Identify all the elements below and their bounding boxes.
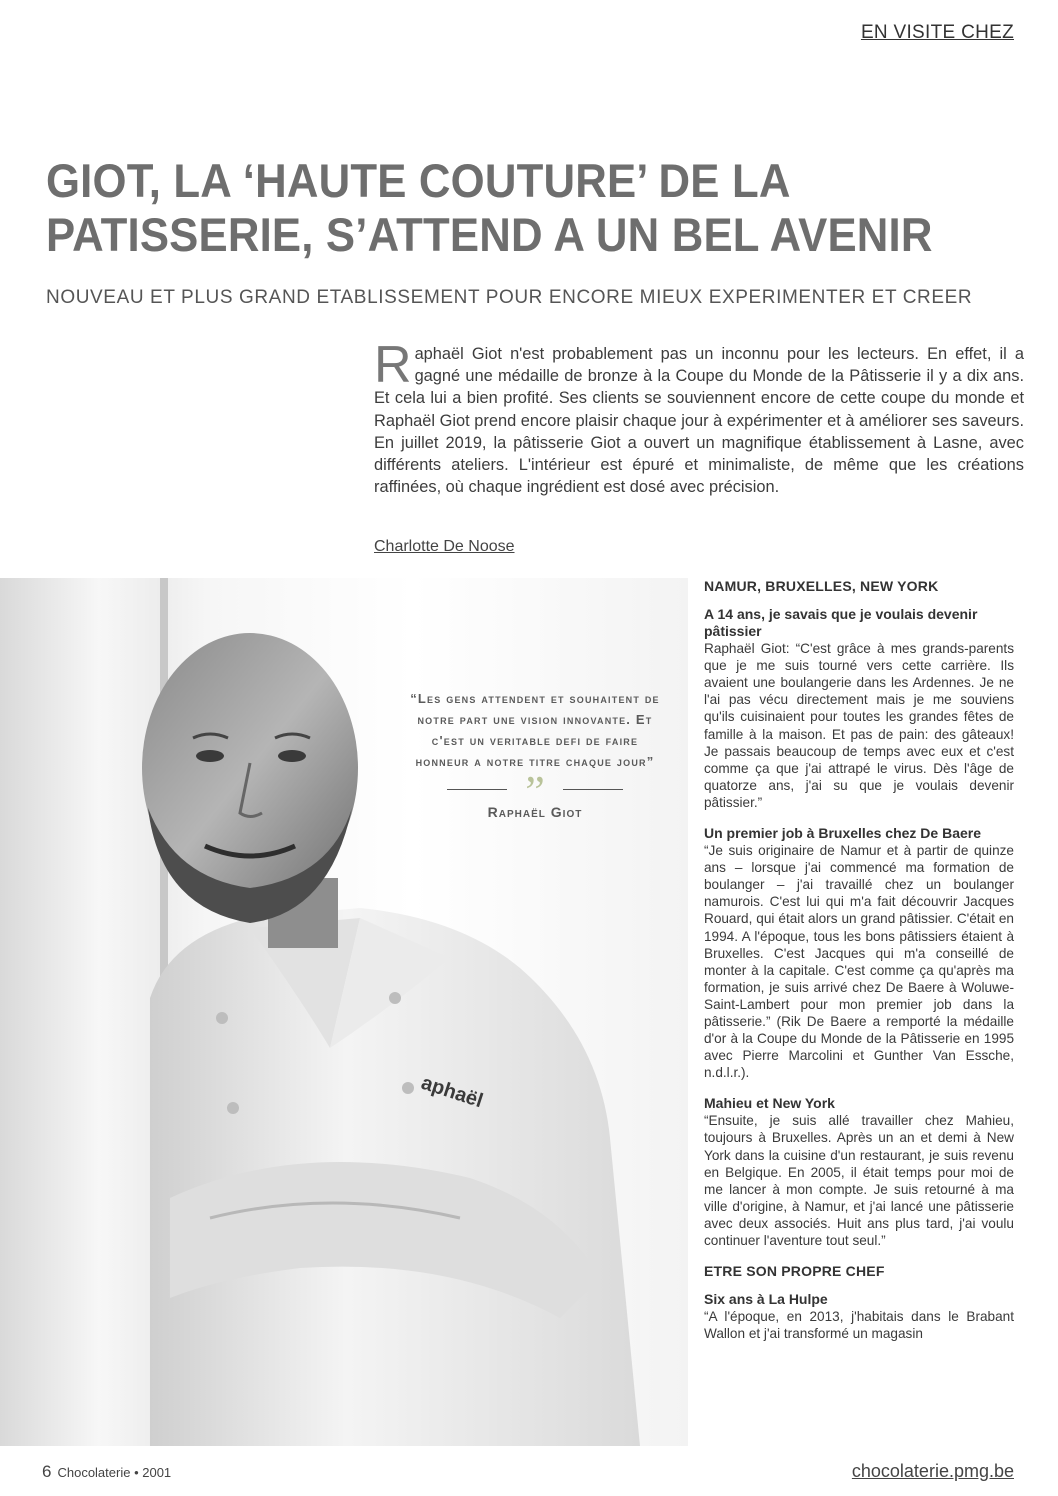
jacket-button — [402, 1082, 414, 1094]
quote-mark-icon: ” — [525, 767, 545, 816]
article-subtitle: NOUVEAU ET PLUS GRAND ETABLISSEMENT POUR ENCORE MIEUX EXPERIMENTER ET CREER — [46, 287, 973, 308]
paragraph: Raphaël Giot: “C'est grâce à mes grands-parents que je me suis tourné vers cette carrière. Ils avaient une boulangerie dans les Ardennes. Je ne l'ai pas vécu directement mais je me souviens qu'ils cuisinaient pour toutes les grandes fêtes de famille à la maison. Et pas de pain: des gâteaux! Je passais beaucoup de temps avec eux et c'est comme ça que j'ai attrapé le virus. Dès l'âge de quatorze ans, j'ai su que je voulais devenir pâtissier.” — [704, 641, 1014, 810]
subheading: Mahieu et New York — [704, 1095, 835, 1112]
magazine-issue: Chocolaterie • 2001 — [57, 1465, 172, 1480]
intro-text: aphaël Giot n'est probablement pas un inconnu pour les lecteurs. En effet, il a gagné une médaille de bronze à la Coupe du Monde de la Pâtisserie il y a dix ans. Et cela lui a bien profité. Ses clients se souviennent encore de cette coupe du monde et Raphaël Giot prend encore plaisir chaque jour à expérimenter et à améliorer ses saveurs. En juillet 2019, la pâtisserie Giot a ouvert un magnifique établissement à Lasne, avec différents ateliers. L'intérieur est épuré et minimaliste, de même que les créations raffinées, où chaque ingrédient est dosé avec précision. — [374, 345, 1024, 497]
jacket-button — [216, 1012, 228, 1024]
subheading: A 14 ans, je savais que je voulais devenir pâtissier — [704, 606, 978, 640]
article-intro — [374, 336, 1024, 498]
article-column — [704, 578, 1014, 1356]
website-link[interactable]: chocolaterie.pmg.be — [851, 1461, 1014, 1481]
title-line-1: GIOT, LA ‘HAUTE COUTURE’ DE LA — [46, 154, 791, 207]
section-heading: ETRE SON PROPRE CHEF — [704, 1263, 885, 1280]
jacket-button — [389, 992, 401, 1004]
chef-eye-right — [278, 750, 306, 762]
title-line-2: PATISSERIE, S’ATTEND A UN BEL AVENIR — [46, 208, 933, 261]
quote-author: Raphaël Giot — [487, 804, 583, 820]
paragraph: “A l'époque, en 2013, j'habitais dans le Brabant Wallon et j'ai transformé un magasin — [704, 1309, 1014, 1342]
author-link[interactable]: Charlotte De Noose — [374, 538, 515, 555]
article-title — [46, 154, 957, 262]
divider-line — [563, 789, 623, 790]
divider-line — [447, 789, 507, 790]
jacket-button — [227, 1102, 239, 1114]
paragraph: “Ensuite, je suis allé travailler chez Mahieu, toujours à Bruxelles. Après un an et demi à New York dans la cuisine d'un restaurant, je suis revenu en Belgique. En 2005, il était temps pour moi de me lancer à mon compte. Je suis retourné à ma ville d'origine, à Namur, et j'ai lancé une pâtisserie avec deux associés. Huit ans plus tard, j'ai voulu continuer l'aventure tout seul.” — [704, 1113, 1014, 1248]
quote-text: “Les gens attendent et souhaitent de notre part une vision innovante. Et c'est un veritable defi de faire honneur a notre titre chaque jour” — [410, 691, 660, 769]
section-tag[interactable]: EN VISITE CHEZ — [860, 22, 1014, 43]
page-number: 6 — [42, 1462, 52, 1481]
pull-quote — [410, 688, 660, 820]
drop-cap: R — [374, 336, 412, 394]
paragraph: “Je suis originaire de Namur et à partir de quinze ans – lorsque j'ai commencé ma formation de boulanger – j'ai travaillé chez un boulanger namurois. C'est lui qui m'a fait découvrir Jacques Rouard, qui était alors un grand pâtissier. C'était en 1994. A l'époque, tous les bons pâtissiers étaient à Bruxelles. C'est Jacques qui m'a conseillé de monter à la capitale. C'est comme ça qu'après ma formation, je suis arrivé chez De Baere à Woluwe-Saint-Lambert pour mon premier job dans la pâtisserie.” (Rik De Baere a remporté la médaille d'or à la Coupe du Monde de la Pâtisserie en 1995 avec Pierre Marcolini et Gunther Van Essche, n.d.l.r.). — [704, 843, 1014, 1081]
wall-column — [0, 578, 165, 1446]
subheading: Un premier job à Bruxelles chez De Baere — [704, 825, 981, 842]
subheading: Six ans à La Hulpe — [704, 1291, 828, 1308]
section-heading: NAMUR, BRUXELLES, NEW YORK — [704, 578, 939, 594]
chef-eye-left — [196, 750, 224, 762]
jacket-embroidery: aphaël — [418, 1071, 486, 1113]
footer-left — [42, 1462, 171, 1482]
